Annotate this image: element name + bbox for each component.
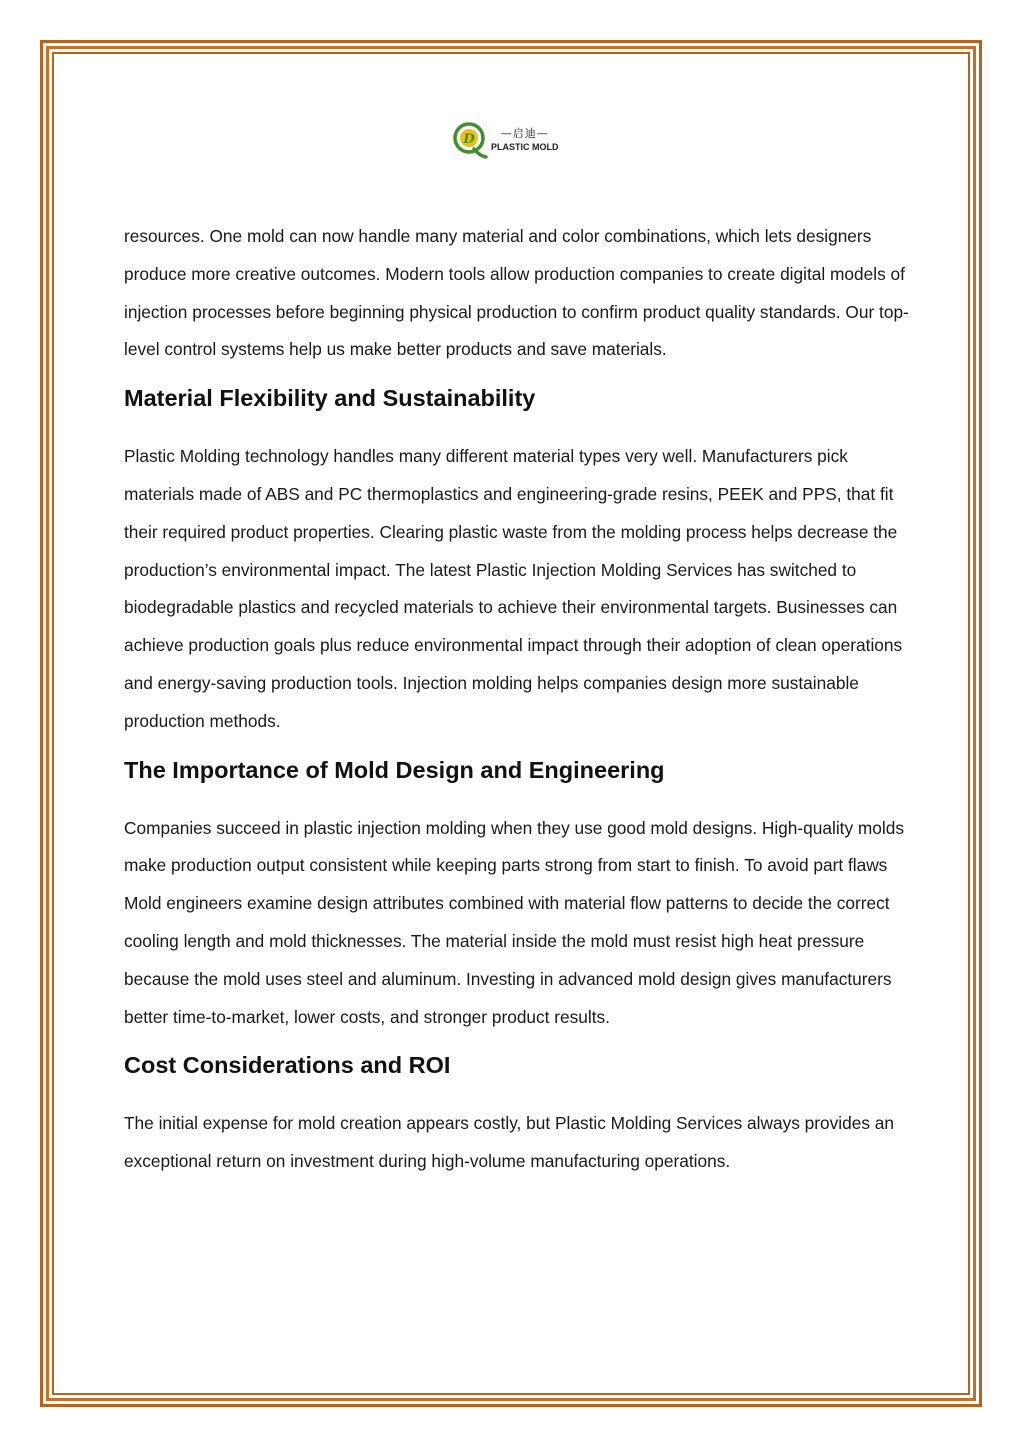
svg-text:D: D bbox=[463, 132, 475, 147]
section-heading-cost-roi: Cost Considerations and ROI bbox=[124, 1052, 451, 1079]
section-heading-mold-design: The Importance of Mold Design and Engineering bbox=[124, 756, 665, 783]
logo-company-line: PLASTIC MOLD bbox=[491, 142, 559, 152]
logo-chinese-name: —启迪— bbox=[500, 127, 549, 140]
qd-logo-icon bbox=[452, 120, 488, 160]
company-logo bbox=[452, 118, 570, 162]
section-body-cost-roi: The initial expense for mold creation appears costly, but Plastic Molding Services always provides an exceptional return on investment during high-volume manufacturing operations. bbox=[124, 1113, 895, 1172]
section-body-mold-design: Companies succeed in plastic injection molding when they use good mold designs. High-quality molds make production output consistent while keeping parts strong from start to finish. To avoid part flaws Mold engineers examine design attributes combined with material flow patterns to decide the correct cooling length and mold thicknesses. The material inside the mold must resist high heat pressure because the mold uses steel and aluminum. Investing in advanced mold design gives manufacturers better time-to-market, lower costs, and stronger product results. bbox=[124, 817, 905, 1027]
section-body-material-flexibility: Plastic Molding technology handles many different material types very well. Manufacturers pick materials made of ABS and PC thermoplastics and engineering-grade resins, PEEK and PPS, that fit their required product properties. Clearing plastic waste from the molding process helps decrease the production’s environmental impact. The latest Plastic Injection Molding Services has switched to biodegradable plastics and recycled materials to achieve their environmental targets. Businesses can achieve production goals plus reduce environmental impact through their adoption of clean operations and energy-saving production tools. Injection molding helps companies design more sustainable production methods. bbox=[124, 446, 903, 731]
intro-paragraph: resources. One mold can now handle many material and color combinations, which lets designers produce more creative outcomes. Modern tools allow production companies to create digital models of injection processes before beginning physical production to confirm product quality standards. Our top-level control systems help us make better products and save materials. bbox=[124, 226, 909, 360]
section-heading-material-flexibility: Material Flexibility and Sustainability bbox=[124, 385, 536, 412]
document-body bbox=[124, 218, 914, 1181]
